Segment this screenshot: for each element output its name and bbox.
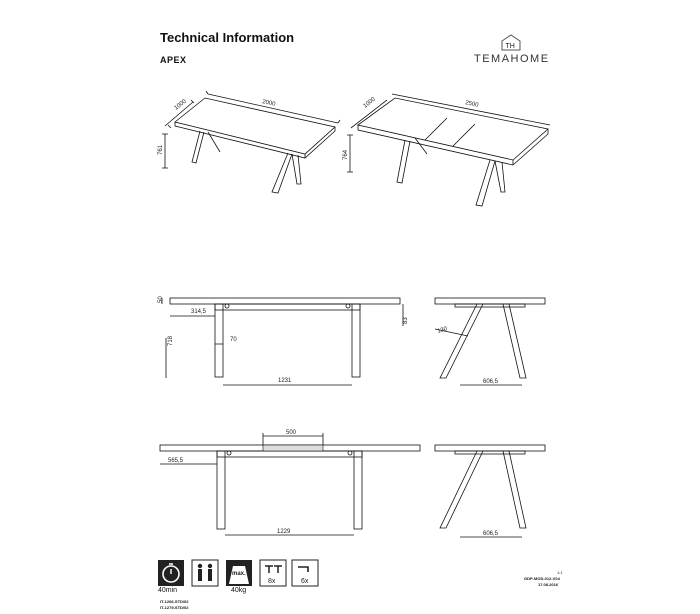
dim-height: 718 [168, 335, 174, 346]
screws-count: 8x [268, 578, 276, 585]
dim-top: 50 [158, 296, 164, 303]
stopwatch-icon [158, 560, 184, 586]
model-name: APEX [160, 55, 187, 65]
dim-leg-span: 606,5 [483, 531, 499, 537]
max-weight-icon [226, 560, 252, 586]
dim-leg-offset: 314,5 [191, 309, 207, 315]
dim-apron: 83 [403, 317, 409, 324]
brand-logo-letters: TH [505, 43, 515, 50]
dim-length: 2000 [261, 99, 276, 108]
dim-between-legs: 1231 [278, 378, 292, 384]
two-persons-icon [192, 560, 218, 586]
iso-drawing-extended [345, 80, 555, 215]
iso-drawing-fixed [160, 80, 340, 210]
sku-1: IT-1266-STD/02 [160, 599, 189, 604]
dim-leg-span: 606,5 [483, 379, 499, 385]
dim-extension: 500 [286, 430, 297, 436]
brand-logo [500, 33, 522, 51]
document-date: 17.08.2016 [538, 582, 559, 587]
dim-length: 2500 [464, 100, 479, 109]
document-code: GDP-MOD-012-V04 [524, 576, 560, 581]
dim-height: 761 [158, 144, 164, 155]
dim-angle: 130 [436, 326, 449, 335]
side-view-extended [430, 440, 550, 545]
dim-leg-offset: 565,5 [168, 458, 184, 464]
sku-2: IT-1279-STD/02 [160, 605, 189, 610]
dim-depth: 1000 [173, 98, 188, 112]
max-weight: 40kg [231, 587, 247, 594]
tool-count: 6x [301, 578, 309, 585]
dim-between-legs: 1229 [277, 529, 291, 535]
dim-height: 764 [343, 149, 349, 160]
sheet-number: 1:1 [557, 570, 563, 575]
side-view-fixed [430, 290, 550, 395]
front-view-fixed [160, 290, 415, 395]
dim-depth: 1000 [362, 96, 377, 110]
page-title: Technical Information [160, 30, 295, 45]
tool-icon [292, 560, 318, 586]
max-text: max. [232, 571, 246, 577]
brand-name: TEMAHOME [474, 53, 550, 65]
front-view-extended [155, 425, 425, 540]
dim-leg-width: 70 [230, 337, 237, 343]
assembly-time: 40min [158, 587, 178, 594]
screws-icon [260, 560, 286, 586]
